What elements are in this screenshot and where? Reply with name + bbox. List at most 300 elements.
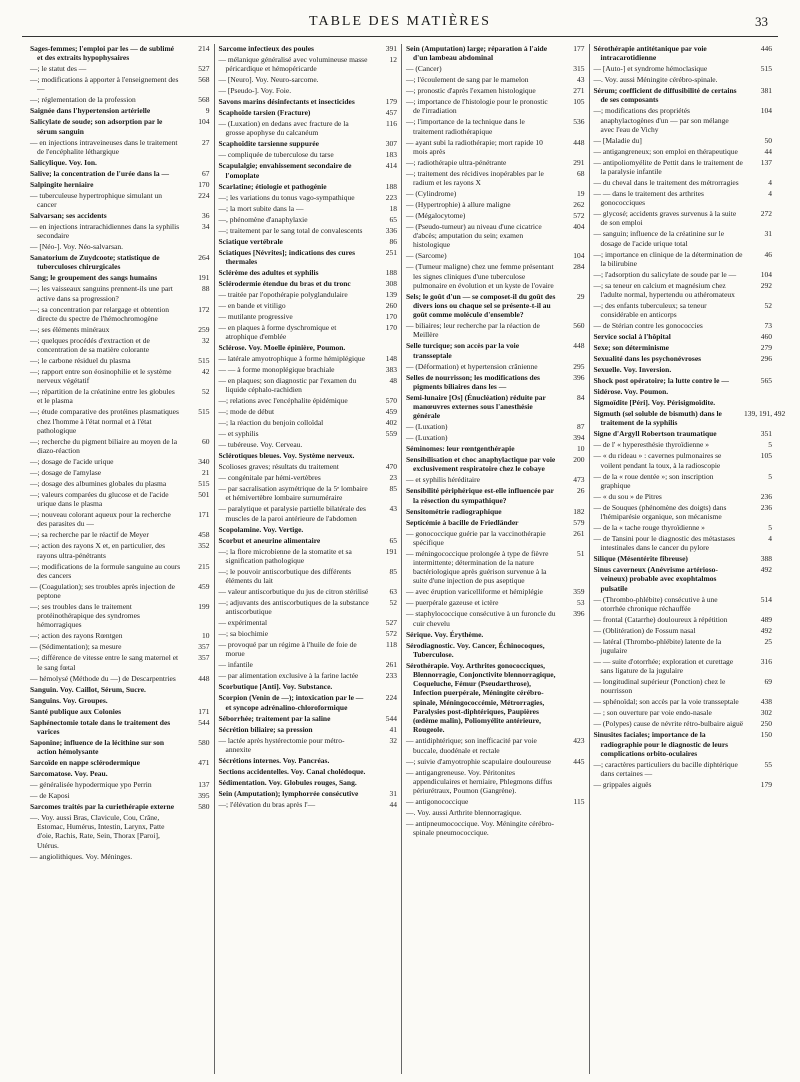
index-entry-page: 34 xyxy=(202,222,210,232)
index-entry-text: —; étude comparative des protéines plasmatiques chez l'homme à l'état normal et à l'état pathologique xyxy=(30,407,179,435)
index-entry xyxy=(30,631,210,640)
index-entry-text: Sexe; son déterminisme xyxy=(593,343,669,353)
index-entry xyxy=(594,637,773,655)
index-entry-page: 251 xyxy=(385,247,397,257)
index-entry-text: — (Sédimentation); sa mesure xyxy=(30,642,122,652)
index-entry-page: 388 xyxy=(760,554,772,564)
index-entry-page: 53 xyxy=(577,598,585,608)
index-entry-page: 336 xyxy=(385,225,397,235)
index-entry-page: 214 xyxy=(198,44,210,53)
index-entry-page: 264 xyxy=(198,253,210,263)
index-entry xyxy=(219,598,398,616)
index-entry-page: 261 xyxy=(573,528,585,538)
index-entry-page: 199 xyxy=(198,602,210,612)
index-entry-text: Santé publique aux Colonies xyxy=(30,706,122,716)
index-entry xyxy=(30,707,210,716)
index-entry-page: 568 xyxy=(198,95,210,105)
index-entry-text: — sphénoïdal; son accès par la voie transseptale xyxy=(593,697,739,707)
index-entry xyxy=(594,209,773,227)
index-entry-page: 32 xyxy=(389,735,397,745)
index-entry-page: 12 xyxy=(389,55,397,64)
index-entry-page: 559 xyxy=(385,429,397,439)
index-entry xyxy=(30,387,210,405)
index-entry xyxy=(219,429,398,438)
index-entry xyxy=(30,479,210,488)
index-entry-page: 544 xyxy=(198,717,210,727)
index-entry xyxy=(30,191,210,209)
index-entry-text: —; modifications des propriétés anaphylactogènes d'un — par son mélange avec l'eau de Vichy xyxy=(593,106,729,134)
index-entry-page: 43 xyxy=(577,75,585,85)
index-entry-text: Sarcomes traités par la curiethérapie externe xyxy=(30,802,175,812)
index-entry-page: 105 xyxy=(760,451,772,461)
index-entry-page: 544 xyxy=(385,713,397,723)
index-entry-text: —; suivie d'amyotrophie scapulaire douloureuse xyxy=(406,756,552,766)
index-entry xyxy=(593,409,786,428)
index-entry-page: 10 xyxy=(577,444,585,454)
index-entry xyxy=(219,714,398,723)
index-entry-page: 31 xyxy=(389,788,397,798)
index-entry xyxy=(594,365,773,374)
index-entry xyxy=(219,473,398,482)
index-entry xyxy=(30,273,210,282)
index-entry-text: —; nouveau colorant aqueux pour la recherche des parasites du — xyxy=(30,510,171,529)
index-entry-page: 236 xyxy=(760,502,772,512)
index-entry xyxy=(30,325,210,334)
index-entry-text: Sensibilisation et choc anaphylactique par voie exclusivement respiratoire chez le cobaye xyxy=(406,455,556,474)
index-entry-text: — lactée après hystérectomie pour métro-annexite xyxy=(218,735,345,754)
index-entry-page: 32 xyxy=(202,335,210,345)
index-entry-page: 200 xyxy=(573,455,585,465)
index-entry-page: 457 xyxy=(385,108,397,118)
index-entry-text: — (Mégalocytome) xyxy=(406,211,466,221)
index-entry xyxy=(406,362,585,371)
index-entry-text: —; l'écoulement de sang par le mamelon xyxy=(406,75,529,85)
index-entry xyxy=(30,169,210,178)
index-entry-text: Sarcome infectieux des poules xyxy=(218,44,314,53)
index-entry-text: — de Stérian contre les gonococcies xyxy=(593,321,703,331)
index-entry xyxy=(219,97,398,106)
index-entry xyxy=(594,44,773,62)
index-entry-text: Sécrétions internes. Voy. Pancréas. xyxy=(218,755,330,765)
index-entry-page: 261 xyxy=(385,660,397,670)
index-entry-page: 5 xyxy=(768,440,772,450)
index-entry-text: — et syphilis xyxy=(218,429,259,439)
index-entry xyxy=(219,86,398,95)
index-entry-text: Sanatorium de Zuydcoote; statistique de tuberculoses chirurgicales xyxy=(30,253,160,272)
index-entry xyxy=(594,376,773,385)
index-entry-text: — antipoliomyélite de Pettit dans le traitement de la paralysie infantile xyxy=(593,157,743,177)
index-entry-page: 21 xyxy=(202,468,210,478)
index-entry-text: — par alimentation exclusive à la farine lactée xyxy=(218,671,359,681)
index-entry xyxy=(30,253,210,271)
index-entry-page: 224 xyxy=(385,693,397,703)
index-entry xyxy=(219,365,398,374)
index-entry xyxy=(219,629,398,638)
index-entry xyxy=(594,595,773,613)
index-entry-text: Sclérose. Voy. Moelle épinière, Poumon. xyxy=(218,343,346,353)
index-entry-page: 471 xyxy=(198,758,210,768)
index-entry-page: 580 xyxy=(198,802,210,812)
index-entry xyxy=(219,693,398,711)
index-entry xyxy=(219,44,398,53)
index-entry-text: Sclérodermie étendue du bras et du tronc xyxy=(218,278,351,288)
index-entry xyxy=(30,180,210,189)
index-entry-text: — puerpérale gazeuse et ictère xyxy=(406,598,499,608)
index-entry-page: 191 xyxy=(385,546,397,556)
index-entry-page: 359 xyxy=(573,587,585,597)
index-entry-page: 26 xyxy=(577,486,585,496)
index-entry-text: — du cheval dans le traitement des métrorragies xyxy=(593,178,739,188)
index-entry xyxy=(594,677,773,695)
index-entry-text: —; la mort subite dans la — xyxy=(218,203,304,213)
index-entry xyxy=(219,75,398,84)
index-entry xyxy=(219,789,398,798)
index-entry-page: 104 xyxy=(760,106,772,116)
index-entry-page: 69 xyxy=(764,677,772,687)
index-entry-text: Sécrétion biliaire; sa pression xyxy=(218,724,313,734)
index-entry-text: —; radiothérapie ultra-pénétrante xyxy=(406,157,507,167)
index-entry xyxy=(406,819,585,837)
index-entry xyxy=(219,55,398,73)
index-entry-text: —; les vaisseaux sanguins prennent-ils une part active dans sa progression? xyxy=(30,284,173,303)
index-entry-text: Sections accidentelles. Voy. Canal cholédoque. xyxy=(218,766,366,776)
index-entry-page: 438 xyxy=(760,697,772,707)
index-entry xyxy=(594,730,773,758)
index-entry-page: 316 xyxy=(760,657,772,667)
index-entry-page: 572 xyxy=(573,211,585,221)
index-entry xyxy=(30,95,210,104)
index-entry-text: — (Sarcome) xyxy=(406,251,447,261)
index-entry xyxy=(406,117,585,135)
index-entry xyxy=(219,440,398,449)
index-entry xyxy=(219,161,398,179)
index-entry xyxy=(406,200,585,209)
index-entry-text: —; recherche du pigment biliaire au moyen de la diazo-réaction xyxy=(30,436,178,456)
index-entry-page: 396 xyxy=(573,372,585,382)
index-entry-text: Sérique. Voy. Érythème. xyxy=(406,629,484,639)
index-entry-page: 394 xyxy=(573,433,585,443)
index-entry-page: 357 xyxy=(198,653,210,663)
index-entry xyxy=(219,248,398,266)
index-entry xyxy=(219,736,398,754)
index-entry-text: — gonococcique guérie par la vaccinothérapie spécifique xyxy=(406,528,546,547)
index-entry-text: — et syphilis héréditaire xyxy=(406,475,480,485)
index-entry-text: Sinus caverneux (Anévrisme artérioso-veineux) probable avec exophtalmos pulsatile xyxy=(593,565,718,593)
index-entry xyxy=(219,204,398,213)
index-entry-page: 44 xyxy=(389,799,397,809)
index-entry xyxy=(30,468,210,477)
index-entry xyxy=(219,504,398,522)
index-entry-text: Savons marins désinfectants et insecticides xyxy=(218,97,355,107)
index-entry xyxy=(594,626,773,635)
index-entry-text: Scorpion (Venin de —); intoxication par le — et syncope adrénalino-chloroformique xyxy=(218,693,364,712)
index-entry xyxy=(219,193,398,202)
index-entry-text: — mélanique généralisé avec volumineuse masse péricardique et hémopéricarde xyxy=(218,55,368,74)
index-entry-text: — compliquée de tuberculose du tarse xyxy=(218,150,334,160)
index-entry-text: Sclérème des adultes et syphilis xyxy=(218,267,319,277)
index-entry xyxy=(30,138,210,156)
index-entry-text: Sciatique vertébrale xyxy=(218,236,283,246)
index-entry-text: — mutilante progressive xyxy=(218,311,293,321)
index-entry-text: — antidiphtérique; son inefficacité par voie buccale, duodénale et rectale xyxy=(406,736,537,755)
index-entry-page: 340 xyxy=(198,457,210,467)
index-entry xyxy=(30,305,210,323)
index-entry-text: —; réglementation de la profession xyxy=(30,95,136,105)
index-entry-page: 5 xyxy=(768,471,772,481)
index-entry xyxy=(406,598,585,607)
index-entry-text: Sexuelle. Voy. Inversion. xyxy=(593,365,672,375)
index-entry xyxy=(594,332,773,341)
index-entry-text: Sanguin. Voy. Caillot, Sérum, Sucre. xyxy=(30,684,146,694)
index-entry-text: Scopolamine. Voy. Vertige. xyxy=(218,524,304,534)
index-entry-text: — (Coagulation); ses troubles après injection de peptone xyxy=(30,581,175,601)
index-entry xyxy=(219,237,398,246)
index-entry xyxy=(406,138,585,156)
index-entry xyxy=(406,661,585,735)
index-entry xyxy=(30,738,210,756)
index-entry xyxy=(219,725,398,734)
index-entry xyxy=(406,75,585,84)
index-entry-page: 414 xyxy=(385,161,397,171)
index-entry xyxy=(406,341,585,359)
index-entry-page: 150 xyxy=(760,730,772,740)
index-entry-text: —; la réaction du benjoin colloïdal xyxy=(218,418,324,428)
index-entry-text: — de la « tache rouge thyroïdienne » xyxy=(593,523,705,533)
index-entry-text: Sang; le groupement des sangs humains xyxy=(30,273,158,283)
index-entry-page: 515 xyxy=(198,479,210,489)
index-entry-page: 284 xyxy=(573,262,585,272)
index-entry-text: Salive; la concentration de l'urée dans la — xyxy=(30,168,169,178)
index-entry-text: — frontal (Catarrhe) douloureux à répétition xyxy=(593,614,728,624)
index-entry-text: — antigangreneux; son emploi en thérapeutique xyxy=(593,146,738,156)
index-entry xyxy=(30,718,210,736)
index-entry xyxy=(219,376,398,394)
index-entry-text: — (Thrombo-phlébite) consécutive à une otorrhée chronique réchauffée xyxy=(593,594,718,613)
index-entry xyxy=(594,503,773,521)
index-entry xyxy=(219,547,398,565)
index-entry xyxy=(594,229,773,247)
index-entry-page: 560 xyxy=(573,321,585,331)
index-entry-text: — par sacralisation asymétrique de la 5ᵉ lombaire et hémivertèbre lombaire surnuméraire xyxy=(218,484,368,503)
index-entry xyxy=(594,64,773,73)
index-entry-text: — (Polypes) cause de névrite rétro-bulbaire aiguë xyxy=(593,719,744,729)
index-entry-text: — biliaires; leur recherche par la réaction de Meillère xyxy=(406,321,540,340)
index-entry-page: 570 xyxy=(385,396,397,406)
index-entry-text: — [Neuro]. Voy. Neuro-sarcome. xyxy=(218,75,319,85)
index-entry-page: 48 xyxy=(389,376,397,386)
index-entry-page: 383 xyxy=(385,365,397,375)
index-entry-text: —; le statut des — xyxy=(30,64,87,74)
index-entry xyxy=(30,852,210,861)
index-entry-page: 63 xyxy=(389,587,397,597)
index-entry xyxy=(219,800,398,809)
index-entry xyxy=(30,367,210,385)
index-entry-page: 46 xyxy=(764,249,772,259)
index-entry xyxy=(406,211,585,220)
index-entry xyxy=(406,222,585,250)
index-entry xyxy=(30,242,210,251)
index-entry-page: 27 xyxy=(202,137,210,147)
index-column-1 xyxy=(26,44,214,1074)
index-entry-text: —; traitement des récidives inopérables par le radium et les rayons X xyxy=(406,168,544,188)
index-entry-text: Séborrhée; traitement par la saline xyxy=(218,713,331,723)
index-column-3 xyxy=(401,44,589,1074)
index-entry-text: — (Cylindrome) xyxy=(406,189,457,199)
index-entry xyxy=(219,119,398,137)
index-entry xyxy=(406,444,585,453)
index-entry-text: Sigmuth (sel soluble de bismuth) dans le traitement de la syphilis xyxy=(593,409,722,428)
index-entry-text: —; mode de début xyxy=(218,407,275,417)
index-entry xyxy=(219,418,398,427)
index-entry xyxy=(30,222,210,240)
index-entry-text: — (Cancer) xyxy=(406,64,442,74)
index-entry-text: Signe d'Argyll Robertson traumatique xyxy=(593,429,717,439)
index-entry-page: 572 xyxy=(385,629,397,639)
index-entry-text: — angiolithiques. Voy. Méninges. xyxy=(30,851,133,861)
index-entry-text: — (Déformation) et hypertension crânienne xyxy=(406,361,538,371)
index-entry-text: Saignée dans l'hypertension artérielle xyxy=(30,106,151,116)
index-entry xyxy=(30,802,210,811)
index-entry-page: 445 xyxy=(573,756,585,766)
index-entry-text: Sérothérapie antitétanique par voie intracarotidienne xyxy=(593,44,707,63)
index-entry xyxy=(406,292,585,320)
index-entry xyxy=(594,719,773,728)
index-entry-text: — tuberculeuse hypertrophique simulant un cancer xyxy=(30,190,163,210)
index-entry xyxy=(406,808,585,817)
index-entry-text: —; pronostic d'après l'examen histologique xyxy=(406,86,536,96)
index-entry-page: 458 xyxy=(198,530,210,540)
index-entry-text: —; dosage de l'acide urique xyxy=(30,457,114,467)
index-entry xyxy=(219,150,398,159)
index-entry-text: — (Tumeur maligne) chez une femme présentant les signes cliniques d'une tuberculose pulmonaire en évolution et un kyste de l'ovaire xyxy=(406,262,554,290)
index-entry xyxy=(594,158,773,176)
index-entry-page: 68 xyxy=(577,168,585,178)
index-entry-text: —; l'importance de la technique dans le traitement radiothérapique xyxy=(406,117,525,136)
index-entry xyxy=(594,321,773,330)
index-entry-text: —; importance de l'histologie pour le pronostic de l'irradiation xyxy=(406,97,548,116)
index-entry-page: 315 xyxy=(573,64,585,74)
index-entry-text: —; action des rayons X et, en particulier, des rayons ultra-pénétrants xyxy=(30,541,166,560)
index-entry xyxy=(406,64,585,73)
index-entry-text: — de l' « hyperesthésie thyroïdienne » xyxy=(593,440,709,450)
index-entry-text: —; le carbone résiduel du plasma xyxy=(30,356,131,366)
index-entry-page: 223 xyxy=(385,192,397,202)
index-entry-page: 171 xyxy=(198,510,210,520)
index-entry-page: 448 xyxy=(573,341,585,351)
index-entry-text: Sexualité dans les psychonévroses xyxy=(593,354,702,364)
index-entry-text: —; caractères particuliers du bacille diphtérique dans certaines — xyxy=(593,759,738,779)
index-entry xyxy=(406,393,585,421)
index-column-4 xyxy=(589,44,786,1074)
index-entry-page: 65 xyxy=(389,214,397,224)
index-entry-text: — ; son ouverture par voie endo-nasale xyxy=(593,708,712,718)
index-entry-text: Selles de nourrisson; les modifications des pigments biliaires dans les — xyxy=(406,372,540,391)
index-entry-page: 25 xyxy=(764,636,772,646)
index-entry-page: 4 xyxy=(768,534,772,544)
index-entry xyxy=(219,301,398,310)
index-entry-page: 492 xyxy=(760,625,772,635)
index-entry xyxy=(406,373,585,391)
index-entry-text: Scorbutique [Anti]. Voy. Substance. xyxy=(218,682,333,692)
index-entry xyxy=(219,182,398,191)
index-entry xyxy=(406,549,585,586)
index-entry xyxy=(30,780,210,789)
index-entry-text: Salicylate de soude; son adsorption par le sérum sanguin xyxy=(30,117,163,136)
index-entry xyxy=(219,279,398,288)
index-entry-page: 87 xyxy=(577,422,585,432)
index-entry xyxy=(30,356,210,365)
index-entry-text: Septicémie à bacille de Friedländer xyxy=(406,517,519,527)
index-entry xyxy=(30,685,210,694)
page-number: 33 xyxy=(755,14,768,29)
index-entry xyxy=(594,250,773,268)
index-entry xyxy=(594,760,773,778)
index-entry-page: 352 xyxy=(198,541,210,551)
index-entry xyxy=(219,108,398,117)
index-entry-text: —; quelques procédés d'extraction et de concentration de sa matière colorante xyxy=(30,335,150,355)
index-entry-page: 137 xyxy=(760,157,772,167)
index-entry xyxy=(219,618,398,627)
index-entry-page: 73 xyxy=(764,321,772,331)
index-entry xyxy=(594,270,773,279)
index-entry-page: 85 xyxy=(389,566,397,576)
index-entry-text: — [Auto-] et syndrome hémoclasique xyxy=(593,64,708,74)
index-entry-page: 580 xyxy=(198,737,210,747)
index-entry-page: 179 xyxy=(385,97,397,107)
index-entry-text: — en plaques à forme dyschromique et atrophique d'emblée xyxy=(218,322,337,342)
index-entry-page: 271 xyxy=(573,86,585,96)
index-entry-text: —; relations avec l'encéphalite épidémique xyxy=(218,396,348,406)
index-entry xyxy=(406,768,585,796)
index-entry-page: 182 xyxy=(573,506,585,516)
index-entry-text: Séminomes: leur rœntgenthérapie xyxy=(406,444,515,454)
index-entry-text: —; importance en clinique de la détermination de la bilirubine xyxy=(593,249,743,268)
index-entry xyxy=(219,323,398,341)
index-entry-text: Sédimentation. Voy. Globules rouges, Sang. xyxy=(218,777,357,787)
index-entry-text: — avec éruption varicelliforme et hémiplégie xyxy=(406,587,543,597)
index-entry-text: Semi-lunaire [Os] (Énucléation) réduite par manœuvres externes sous l'anesthésie générale xyxy=(406,392,546,421)
index-entry-text: —; sa recherche par le réactif de Meyer xyxy=(30,530,149,540)
index-entry xyxy=(594,301,773,319)
index-entry-page: 31 xyxy=(764,229,772,239)
index-entry-text: — glycosé; accidents graves survenus à la suite de son emploi xyxy=(593,209,737,228)
index-entry-text: —; le pouvoir antiscorbutique des différents éléments du lait xyxy=(218,566,352,586)
index-entry-page: 23 xyxy=(389,473,397,483)
index-entry-page: 579 xyxy=(573,517,585,527)
index-entry-page: 86 xyxy=(389,236,397,246)
index-entry-page: 302 xyxy=(760,708,772,718)
index-entry-text: — tubéreuse. Voy. Cerveau. xyxy=(218,440,303,450)
index-entry-page: 402 xyxy=(385,418,397,428)
index-entry-text: Saponine; influence de la lécithine sur son action hémolysante xyxy=(30,737,165,757)
index-entry-text: — [Néo-]. Voy. Néo-salvarsan. xyxy=(30,242,123,252)
index-entry-page: 139 xyxy=(385,289,397,299)
index-entry-text: —; l'adsorption du salicylate de soude par le — xyxy=(593,269,737,279)
index-entry xyxy=(406,736,585,754)
index-entry-page: 527 xyxy=(385,618,397,628)
index-entry-text: — hémolysé (Méthode du —) de Descarpentries xyxy=(30,673,176,683)
index-entry-text: Sensibilité périphérique est-elle influencée par la résection du sympathique? xyxy=(406,486,554,505)
index-entry-text: —; valeurs comparées du glucose et de l'acide urique dans le plasma xyxy=(30,490,169,509)
index-entry-text: Saphénectomie totale dans le traitement des varices xyxy=(30,717,171,736)
index-entry-text: —. Voy. aussi Bras, Clavicule, Cou, Crâne, Estomac, Humérus, Intestin, Larynx, Patte d'oie, Rachis, Rate, Sein, Thorax [Paroi], Utérus. xyxy=(30,813,165,850)
index-entry xyxy=(406,641,585,659)
index-entry-page: 52 xyxy=(764,301,772,311)
index-entry-text: Scaphoïdite tarsienne suppurée xyxy=(218,139,319,149)
index-entry-text: — [Maladie du] xyxy=(593,135,642,145)
index-entry xyxy=(30,44,210,62)
index-entry xyxy=(406,475,585,484)
